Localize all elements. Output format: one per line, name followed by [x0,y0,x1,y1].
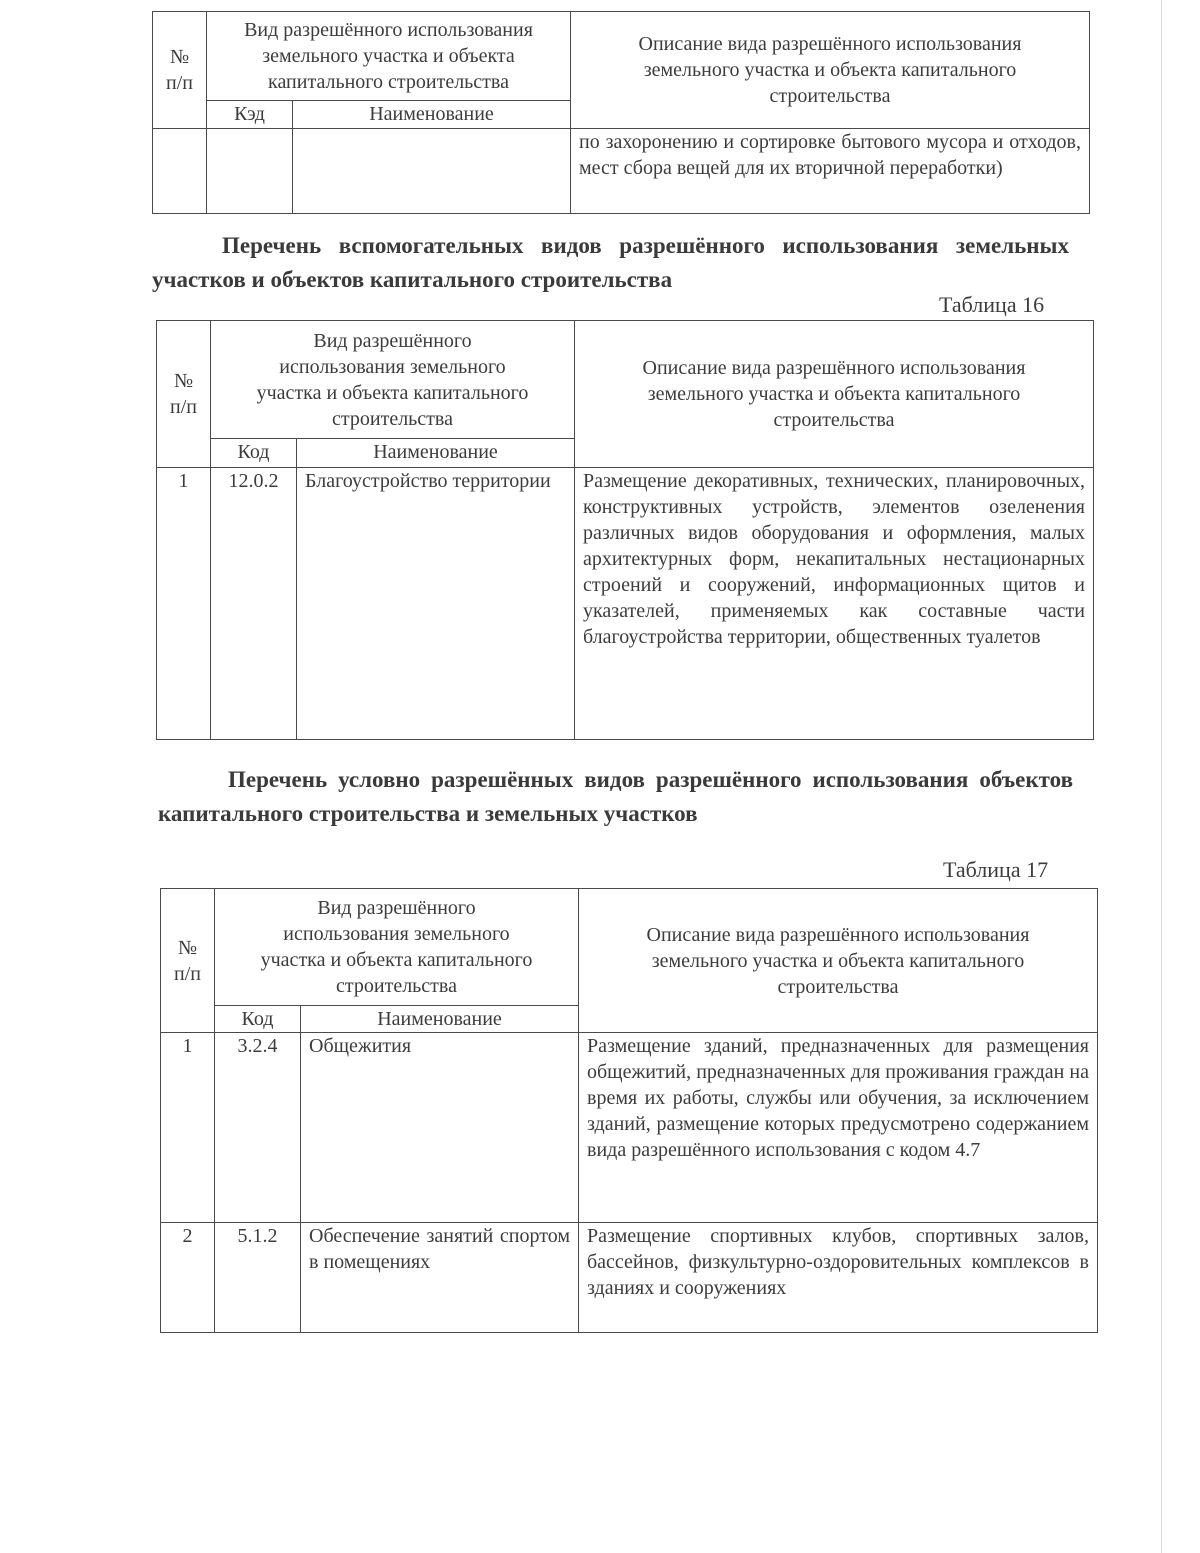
header-vid-line: Вид разрешённого [313,329,472,352]
header-vid [215,889,579,1006]
row-naim: Общежития [301,1033,579,1223]
section-heading-conditional: Перечень условно разрешённых видов разрешённого использования объектов капитального строительства и земельных участков [158,767,1073,826]
row-desc: Размещение зданий, предназначенных для размещения общежитий, предназначенных для проживания граждан на время их работы, службы или обучения, за исключением зданий, размещение которых предусмотрено содержанием вида разрешённого использования с кодом 4.7 [579,1033,1098,1223]
table-label-17: Таблица 17 [943,857,1049,882]
header-naim: Наименование [297,439,575,468]
header-vid-line: строительства [336,975,457,997]
row-naim: Обеспечение занятий спортом в помещениях [301,1223,579,1333]
row-naim: Благоустройство территории [297,468,575,740]
header-kod: Кэд [207,101,293,129]
row-kod: 5.1.2 [215,1223,301,1333]
header-num: № п/п [161,889,215,1033]
header-vid-line: Вид разрешённого [317,897,476,919]
header-kod: Код [211,439,297,468]
row-desc: по захоронению и сортировке бытового мусора и отходов, мест сбора вещей для их вторичной переработки) [571,129,1090,214]
row-naim [293,129,571,214]
row-num: 2 [161,1223,215,1333]
header-vid [211,321,575,439]
section-heading-auxiliary: Перечень вспомогательных видов разрешённого использования земельных участков и объектов капитального строительства [152,233,1069,292]
header-vid-line: использования земельного [279,355,506,378]
header-vid-line: участка и объекта капитального [260,949,533,971]
row-desc: Размещение декоративных, технических, планировочных, конструктивных устройств, элементов озеленения различных видов оборудования и оформления, малых архитектурных форм, некапитальных нестационарных строений и сооружений, информационных щитов и указателей, применяемых как составные части благоустройства территории, общественных туалетов [575,468,1094,740]
table-continued [152,11,1090,214]
row-desc: Размещение спортивных клубов, спортивных залов, бассейнов, физкультурно-оздоровительных комплексов в зданиях и сооружениях [579,1223,1098,1333]
table-row [153,129,1090,214]
header-kod: Код [215,1006,301,1033]
row-num: 1 [157,468,211,740]
header-opisanie: Описание вида разрешённого использования земельного участка и объекта капитального строительства [579,889,1098,1033]
row-kod [207,129,293,214]
table-row [157,468,1094,740]
header-num: № п/п [153,12,207,129]
page-edge [1161,0,1162,1553]
header-vid-line: участка и объекта капитального [256,381,529,404]
header-opisanie: Описание вида разрешённого использования земельного участка и объекта капитального строительства [575,321,1094,468]
row-kod: 3.2.4 [215,1033,301,1223]
table-label-16: Таблица 16 [939,292,1045,317]
row-num [153,129,207,214]
header-opisanie: Описание вида разрешённого использования земельного участка и объекта капитального строительства [571,12,1090,129]
table-17 [160,888,1098,1333]
table-row [161,1033,1098,1223]
header-vid: Вид разрешённого использования земельного участка и объекта капитального строительства [207,12,571,101]
header-vid-line: использования земельного [283,923,510,945]
table-16 [156,320,1094,740]
row-num: 1 [161,1033,215,1223]
header-naim: Наименование [301,1006,579,1033]
table-row [161,1223,1098,1333]
header-num: № п/п [157,321,211,468]
header-vid-line: строительства [332,407,453,430]
row-kod: 12.0.2 [211,468,297,740]
header-naim: Наименование [293,101,571,129]
